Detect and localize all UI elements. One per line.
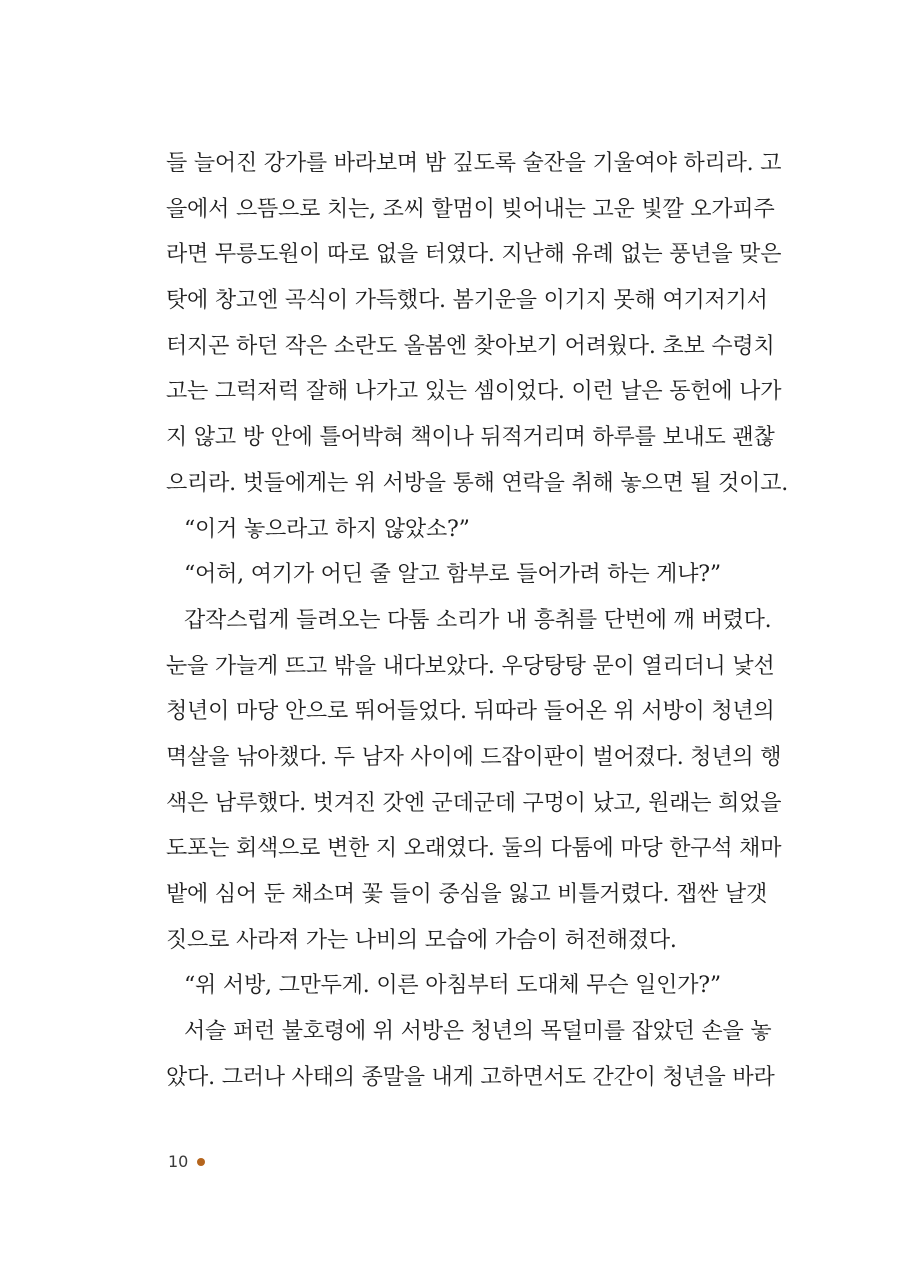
text-line: 았다. 그러나 사태의 종말을 내게 고하면서도 간간이 청년을 바라 xyxy=(166,1064,775,1090)
text-line: 도포는 회색으로 변한 지 오래였다. 둘의 다툼에 마당 한구석 채마 xyxy=(166,836,782,862)
text-line: 짓으로 사라져 가는 나비의 모습에 가슴이 허전해졌다. xyxy=(166,927,677,953)
text-line: 밭에 심어 둔 채소며 꽃 들이 중심을 잃고 비틀거렸다. 잽싼 날갯 xyxy=(166,882,768,907)
text-line: 들 늘어진 강가를 바라보며 밤 깊도록 술잔을 기울여야 하리라. 고 xyxy=(166,151,782,176)
text-line: 갑작스럽게 들려오는 다툼 소리가 내 흥취를 단번에 깨 버렸다. xyxy=(184,607,772,633)
text-line: 서슬 퍼런 불호령에 위 서방은 청년의 목덜미를 잡았던 손을 놓 xyxy=(184,1019,772,1045)
text-line: 라면 무릉도원이 따로 없을 터였다. 지난해 유례 없는 풍년을 맞은 xyxy=(166,242,782,268)
page-number xyxy=(168,1152,205,1172)
dialogue-line: “위 서방, 그만두게. 이른 아침부터 도대체 무슨 일인가?” xyxy=(184,973,721,999)
text-line: 을에서 으뜸으로 치는, 조씨 할멈이 빚어내는 고운 빛깔 오가피주 xyxy=(166,196,775,222)
dialogue-line: “이거 놓으라고 하지 않았소?” xyxy=(184,516,470,542)
text-line: 색은 남루했다. 벗겨진 갓엔 군데군데 구멍이 났고, 원래는 희었을 xyxy=(166,790,782,816)
page-number-text: 10 xyxy=(168,1152,189,1171)
dialogue-line: “어허, 여기가 어딘 줄 알고 함부로 들어가려 하는 게냐?” xyxy=(184,562,721,588)
text-line: 눈을 가늘게 뜨고 밖을 내다보았다. 우당탕탕 문이 열리더니 낯선 xyxy=(166,653,775,679)
page-number-dot-icon xyxy=(197,1158,205,1166)
body-text xyxy=(166,141,789,1100)
text-line: 청년이 마당 안으로 뛰어들었다. 뒤따라 들어온 위 서방이 청년의 xyxy=(166,699,775,725)
text-line: 멱살을 낚아챘다. 두 남자 사이에 드잡이판이 벌어졌다. 청년의 행 xyxy=(166,744,782,770)
text-line: 으리라. 벗들에게는 위 서방을 통해 연락을 취해 놓으면 될 것이고. xyxy=(166,470,789,496)
text-line: 고는 그럭저럭 잘해 나가고 있는 셈이었다. 이런 날은 동헌에 나가 xyxy=(166,379,782,405)
text-line: 탓에 창고엔 곡식이 가득했다. 봄기운을 이기지 못해 여기저기서 xyxy=(166,288,768,314)
text-line: 터지곤 하던 작은 소란도 올봄엔 찾아보기 어려웠다. 초보 수령치 xyxy=(166,333,775,359)
text-line: 지 않고 방 안에 틀어박혀 책이나 뒤적거리며 하루를 보내도 괜찮 xyxy=(166,425,775,451)
